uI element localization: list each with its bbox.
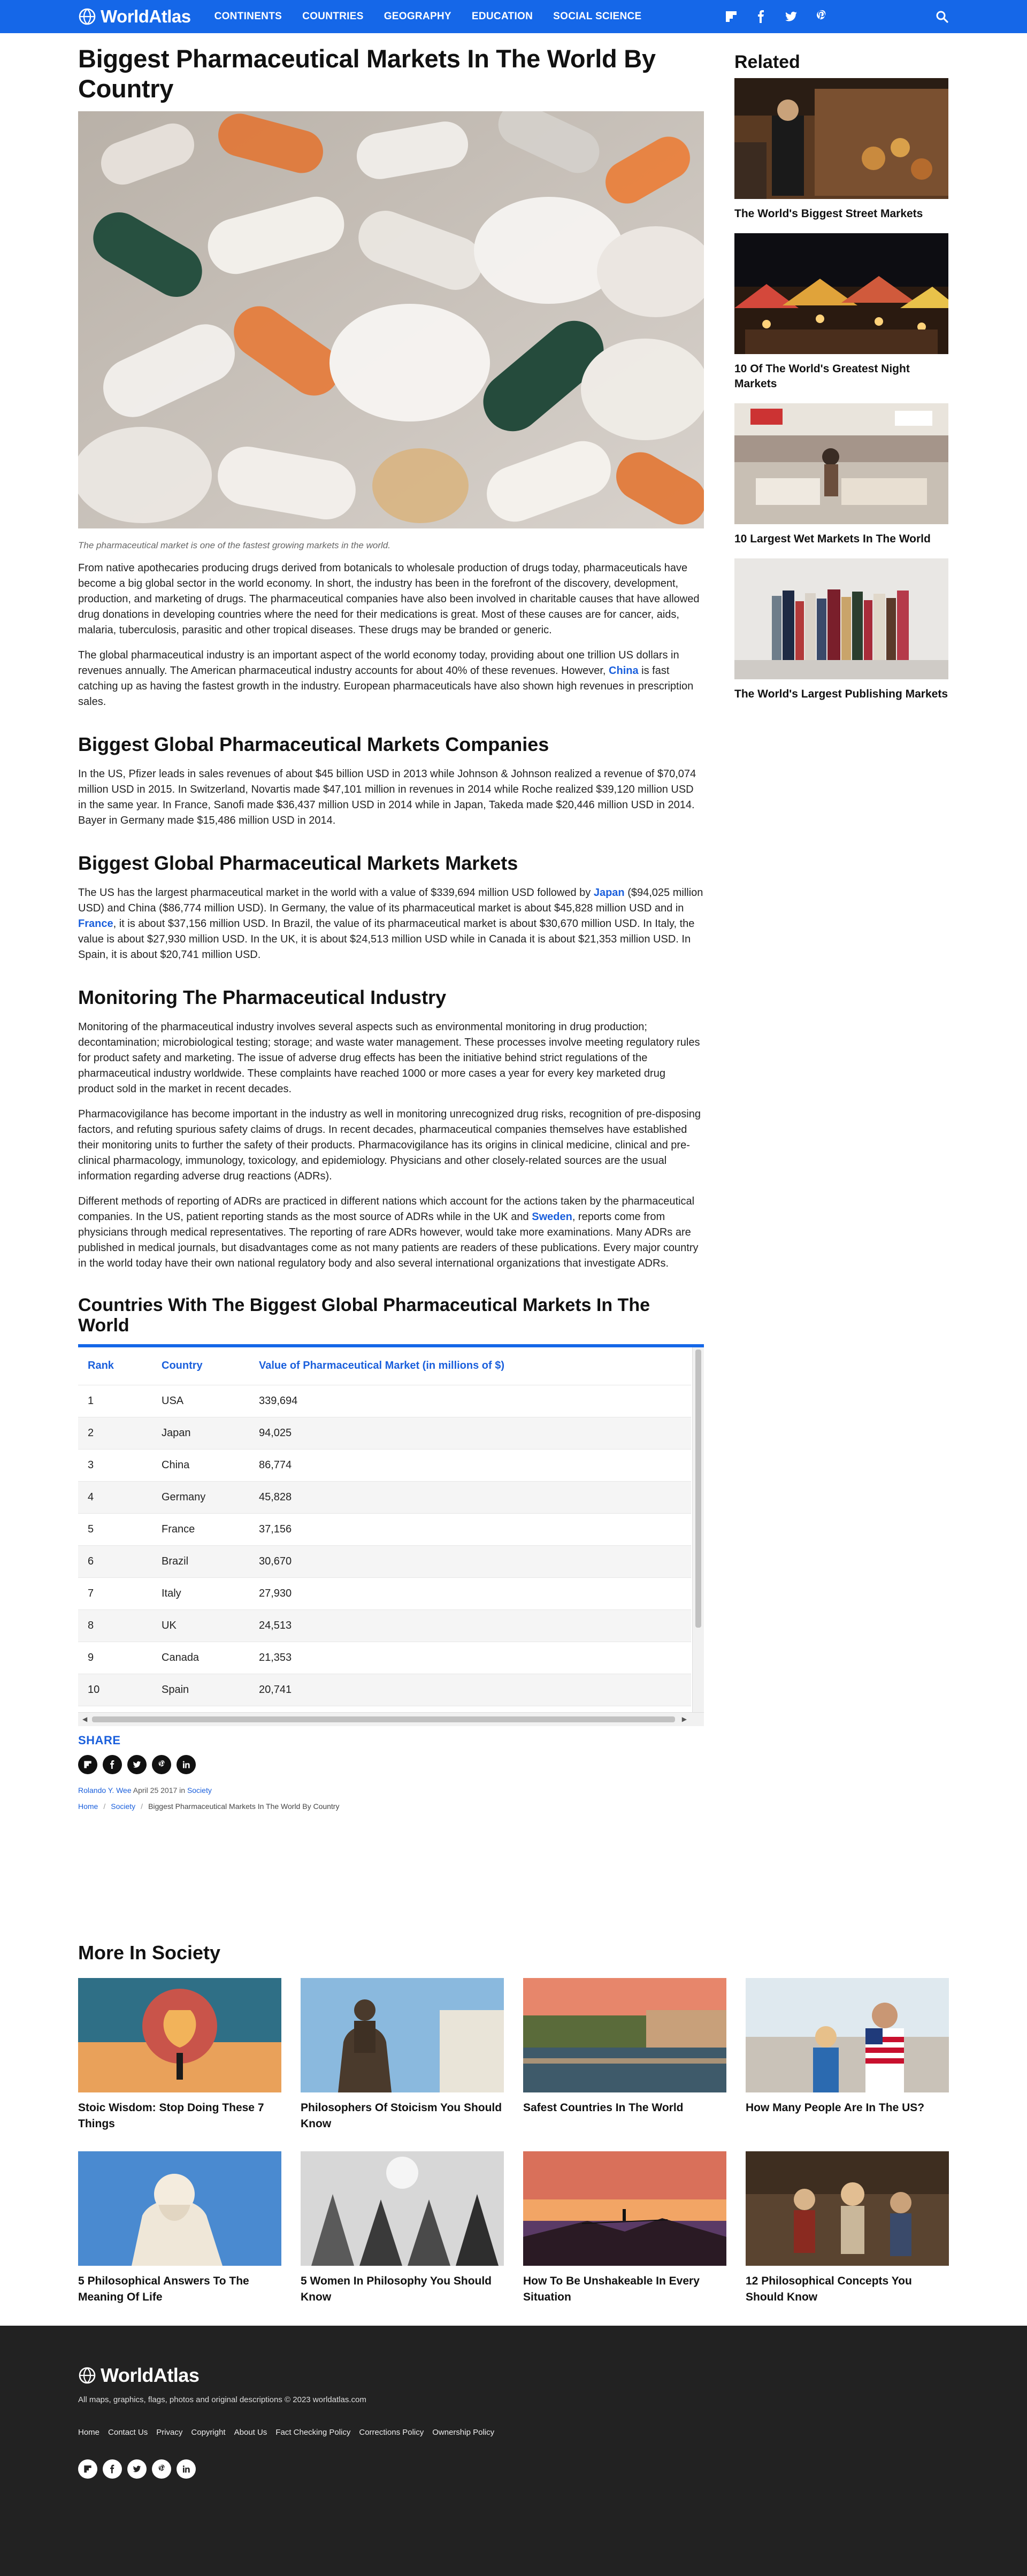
rank-cell: 6 [78, 1545, 152, 1577]
footer-logo-text: WorldAtlas [101, 2364, 200, 2386]
nav-link-education[interactable]: EDUCATION [471, 11, 533, 22]
heading-markets: Biggest Global Pharmaceutical Markets Markets [78, 852, 518, 874]
related-thumbnail-wet-market[interactable] [734, 403, 948, 524]
country-cell: UK [152, 1609, 249, 1642]
publish-date: April 25 2017 in [131, 1786, 187, 1795]
article [78, 44, 704, 1811]
card-title[interactable]: Philosophers Of Stoicism You Should Know [301, 2102, 502, 2130]
value-cell: 339,694 [249, 1385, 691, 1417]
footer-link-contact[interactable]: Contact Us [108, 2428, 148, 2437]
share-flipboard-icon[interactable] [78, 1755, 97, 1774]
footer-link-corrections[interactable]: Corrections Policy [359, 2428, 424, 2437]
column-header-rank: Rank [78, 1347, 152, 1385]
rank-cell: 2 [78, 1417, 152, 1449]
footer-social-buttons [78, 2459, 949, 2479]
society-card[interactable] [523, 2151, 726, 2305]
paragraph-text: The global pharmaceutical industry is an important aspect of the world economy today, providing about one trillion US dollars in revenues annually. The American pharmaceutical industry accounts for about 40% of these revenues. However, [78, 649, 679, 677]
related-item[interactable] [734, 558, 948, 702]
heading-monitoring: Monitoring The Pharmaceutical Industry [78, 986, 447, 1008]
footer-linkedin-icon[interactable] [177, 2459, 196, 2479]
related-sidebar [734, 51, 948, 702]
rank-cell: 8 [78, 1609, 152, 1642]
table-row [78, 1513, 691, 1545]
paragraph-global-industry [78, 648, 704, 710]
value-cell: 24,513 [249, 1609, 691, 1642]
markets-table [78, 1347, 691, 1706]
image-caption: The pharmaceutical market is one of the fastest growing markets in the world. [78, 540, 390, 550]
column-header-country: Country [152, 1347, 249, 1385]
link-france[interactable]: France [78, 918, 113, 930]
markets-table-container [78, 1344, 704, 1726]
nav-link-social-science[interactable]: SOCIAL SCIENCE [553, 11, 642, 22]
footer-facebook-icon[interactable] [103, 2459, 122, 2479]
society-card[interactable] [301, 1978, 504, 2132]
paragraph-intro: From native apothecaries producing drugs derived from botanicals to wholesale production of drugs today, pharmaceuticals have become a big global sector in the world economy. In short, the industry has been in the forefront of the discovery, development, production, and marketing of drugs. The pharmaceutical companies have also been involved in charitable causes that have allowed drug donations in developing countries where the need for their medications is great. Most of these causes are for cancer, aids, malaria, tuberculosis, parasitic and other tropical diseases. These drugs may be branded or generic. [78, 562, 700, 636]
nav-link-countries[interactable]: COUNTRIES [302, 11, 364, 22]
nav-link-continents[interactable]: CONTINENTS [214, 11, 282, 22]
value-cell: 21,353 [249, 1642, 691, 1674]
paragraph-text: The US has the largest pharmaceutical market in the world with a value of $339,694 million USD followed by [78, 887, 594, 899]
related-item-title[interactable]: 10 Of The World's Greatest Night Markets [734, 363, 910, 390]
paragraph-text: , reports come from physicians through medical representatives. The reporting of rare ADRs however, would take more examinations. Many ADRs are published in medical journals, but disadvantages come as not many patients are readers of these publications. Every major country in the world today have their own national regulatory body and also several international organizations that investigate ADRs. [78, 1211, 699, 1269]
table-row [78, 1609, 691, 1642]
value-cell: 37,156 [249, 1513, 691, 1545]
paragraph-adr-reporting [78, 1194, 704, 1271]
card-image-stoicism-statue[interactable] [301, 1978, 504, 2092]
share-buttons [78, 1755, 704, 1774]
heading-companies: Biggest Global Pharmaceutical Markets Companies [78, 733, 549, 755]
card-image-stoic[interactable] [78, 1978, 281, 2092]
value-cell: 94,025 [249, 1417, 691, 1449]
hero-image-pills [78, 111, 704, 528]
category-link[interactable]: Society [187, 1786, 212, 1795]
card-title[interactable]: How Many People Are In The US? [746, 2102, 925, 2114]
paragraph-pharmacovigilance: Pharmacovigilance has become important in the industry as well in monitoring unrecognized drug risks, recognition of pre-disposing factors, and refuting spurious safety claims of drugs. In recent decades, pharmaceutical companies themselves have established their monitoring units to further the safety of their products. Pharmacovigilance has its origins in clinical medicine, clinical and pre-clinical pharmacology, immunology, toxicology, and epidemiology. Physicians and other closely-related sources are the usual information regarding adverse drug reactions (ADRs). [78, 1108, 701, 1182]
paragraph-monitoring: Monitoring of the pharmaceutical industry involves several aspects such as environmental monitoring in drug production; decontamination; microbiological testing; storage; and waste water management. These processes involve meeting regulatory rules for product safety and marketing. The issue of adverse drug effects has been the initiative behind strict regulations of the pharmaceutical industry worldwide. These complaints have reached 1000 or more cases a year for every key marketed drug product sold in the market in recent decades. [78, 1021, 700, 1095]
society-card[interactable] [746, 1978, 949, 2132]
table-header-row [78, 1347, 691, 1385]
footer-links [78, 2428, 949, 2437]
site-logo[interactable] [78, 6, 191, 27]
link-sweden[interactable]: Sweden [532, 1211, 572, 1223]
globe-icon [78, 7, 96, 26]
card-image-women-philosophy[interactable] [301, 2151, 504, 2266]
related-item[interactable] [734, 78, 948, 221]
card-image-philosopher-statue[interactable] [78, 2151, 281, 2266]
rank-cell: 1 [78, 1385, 152, 1417]
footer-pinterest-icon[interactable] [152, 2459, 171, 2479]
rank-cell: 3 [78, 1449, 152, 1481]
link-china[interactable]: China [609, 665, 639, 677]
byline [78, 1786, 704, 1795]
table-row [78, 1481, 691, 1513]
value-cell: 20,741 [249, 1674, 691, 1706]
footer-logo[interactable] [78, 2364, 949, 2387]
paragraph-text: Different methods of reporting of ADRs are practiced in different nations which account for the actions taken by the pharmaceutical companies. In the US, patient reporting stands as the most source of ADRs while in the UK and [78, 1195, 695, 1223]
facebook-icon[interactable] [754, 10, 768, 24]
footer-link-fact-checking[interactable]: Fact Checking Policy [275, 2428, 351, 2437]
country-cell: Germany [152, 1481, 249, 1513]
related-thumbnail-books[interactable] [734, 558, 948, 679]
breadcrumb-society[interactable]: Society [111, 1802, 136, 1811]
site-logo-text: WorldAtlas [101, 6, 191, 26]
society-card[interactable] [301, 2151, 504, 2305]
rank-cell: 4 [78, 1481, 152, 1513]
paragraph-markets [78, 885, 704, 963]
paragraph-text: , it is about $37,156 million USD. In Brazil, the value of its pharmaceutical market is about $30,670 million USD. In Italy, the value is about $27,930 million USD. In the UK, it is about $24,513 million USD while in Canada it is about $21,353 million USD. In Spain, it is about $20,741 million USD. [78, 918, 695, 961]
society-card[interactable] [78, 1978, 281, 2132]
site-footer [0, 2326, 1027, 2576]
related-item-title[interactable]: The World's Biggest Street Markets [734, 208, 923, 220]
link-japan[interactable]: Japan [593, 887, 625, 899]
table-horizontal-scrollbar[interactable] [78, 1712, 704, 1726]
rank-cell: 9 [78, 1642, 152, 1674]
card-title[interactable]: Safest Countries In The World [523, 2102, 684, 2114]
footer-link-about[interactable]: About Us [234, 2428, 267, 2437]
country-cell: Japan [152, 1417, 249, 1449]
country-cell: Italy [152, 1577, 249, 1609]
related-thumbnail-night-market[interactable] [734, 233, 948, 354]
flipboard-icon[interactable] [724, 10, 738, 24]
share-linkedin-icon[interactable] [177, 1755, 196, 1774]
table-row [78, 1449, 691, 1481]
table-row [78, 1417, 691, 1449]
related-item-title[interactable]: 10 Largest Wet Markets In The World [734, 533, 931, 545]
search-icon[interactable] [935, 10, 949, 24]
globe-icon [78, 2366, 96, 2385]
country-cell: USA [152, 1385, 249, 1417]
value-cell: 45,828 [249, 1481, 691, 1513]
country-cell: China [152, 1449, 249, 1481]
card-image-safe-countries[interactable] [523, 1978, 726, 2092]
related-title: Related [734, 52, 800, 72]
country-cell: Canada [152, 1642, 249, 1674]
share-facebook-icon[interactable] [103, 1755, 122, 1774]
footer-link-ownership[interactable]: Ownership Policy [432, 2428, 495, 2437]
footer-link-home[interactable]: Home [78, 2428, 100, 2437]
footer-copyright: All maps, graphics, flags, photos and original descriptions © 2023 worldatlas.com [78, 2395, 366, 2404]
card-title[interactable]: 5 Women In Philosophy You Should Know [301, 2275, 492, 2303]
scroll-left-arrow-icon[interactable]: ◀ [82, 1715, 88, 1723]
column-header-value: Value of Pharmaceutical Market (in millions of $) [249, 1347, 691, 1385]
nav-link-geography[interactable]: GEOGRAPHY [384, 11, 451, 22]
table-row [78, 1545, 691, 1577]
society-card[interactable] [523, 1978, 726, 2132]
country-cell: Brazil [152, 1545, 249, 1577]
more-in-society-title: More In Society [78, 1942, 221, 1964]
breadcrumb: Home / Society / Biggest Pharmaceutical Markets In The World By Country [78, 1802, 340, 1811]
table-row [78, 1642, 691, 1674]
card-title[interactable]: How To Be Unshakeable In Every Situation [523, 2275, 700, 2303]
related-thumbnail-street-market[interactable] [734, 78, 948, 199]
related-item[interactable] [734, 403, 948, 547]
twitter-icon[interactable] [784, 10, 798, 24]
paragraph-text: is fast catching up as having the fastest growth in the industry. European pharmaceuticals have also shown high revenues in prescription sales. [78, 665, 694, 708]
author-link[interactable]: Rolando Y. Wee [78, 1786, 132, 1795]
share-pinterest-icon[interactable] [152, 1755, 171, 1774]
footer-flipboard-icon[interactable] [78, 2459, 97, 2479]
paragraph-companies: In the US, Pfizer leads in sales revenues of about $45 billion USD in 2013 while Johnson & Johnson realized a revenue of $70,074 million USD in 2015. In Switzerland, Novartis made $47,101 million in revenues in 2014 while Roche realized $39,120 million USD in the same year. In France, Sanofi made $36,437 million USD in 2014 while in Japan, Takeda made $20,446 million USD in 2014. Bayer in Germany made $15,486 million USD in 2014. [78, 768, 696, 826]
pinterest-icon[interactable] [814, 10, 828, 24]
card-title[interactable]: Stoic Wisdom: Stop Doing These 7 Things [78, 2102, 264, 2130]
share-twitter-icon[interactable] [127, 1755, 147, 1774]
related-item-title[interactable]: The World's Largest Publishing Markets [734, 688, 948, 700]
value-cell: 30,670 [249, 1545, 691, 1577]
table-row [78, 1577, 691, 1609]
breadcrumb-home[interactable]: Home [78, 1802, 98, 1811]
top-navigation [0, 0, 1027, 33]
card-image-philosophical-painting[interactable] [746, 2151, 949, 2266]
table-title: Countries With The Biggest Global Pharmaceutical Markets In The World [78, 1295, 650, 1336]
page-title: Biggest Pharmaceutical Markets In The World By Country [78, 44, 656, 103]
value-cell: 27,930 [249, 1577, 691, 1609]
footer-link-copyright[interactable]: Copyright [191, 2428, 226, 2437]
country-cell: France [152, 1513, 249, 1545]
footer-link-privacy[interactable]: Privacy [156, 2428, 183, 2437]
table-row [78, 1385, 691, 1417]
more-in-society [78, 1942, 949, 2305]
rank-cell: 7 [78, 1577, 152, 1609]
related-item[interactable] [734, 233, 948, 392]
table-vertical-scrollbar[interactable] [692, 1347, 704, 1714]
footer-twitter-icon[interactable] [127, 2459, 147, 2479]
paragraph-text: ($94,025 million USD) and China ($86,774 million USD). In Germany, the value of its pharmaceutical market is about $45,828 million USD and in [78, 887, 703, 914]
card-image-us-population[interactable] [746, 1978, 949, 2092]
country-cell: Spain [152, 1674, 249, 1706]
card-image-unshakeable[interactable] [523, 2151, 726, 2266]
card-title[interactable]: 12 Philosophical Concepts You Should Know [746, 2275, 912, 2303]
rank-cell: 5 [78, 1513, 152, 1545]
society-card[interactable] [746, 2151, 949, 2305]
society-card[interactable] [78, 2151, 281, 2305]
table-row [78, 1674, 691, 1706]
value-cell: 86,774 [249, 1449, 691, 1481]
share-label: SHARE [78, 1734, 121, 1747]
breadcrumb-current: Biggest Pharmaceutical Markets In The World By Country [148, 1802, 340, 1811]
scroll-right-arrow-icon[interactable]: ▶ [681, 1715, 687, 1723]
card-title[interactable]: 5 Philosophical Answers To The Meaning Of Life [78, 2275, 249, 2303]
rank-cell: 10 [78, 1674, 152, 1706]
